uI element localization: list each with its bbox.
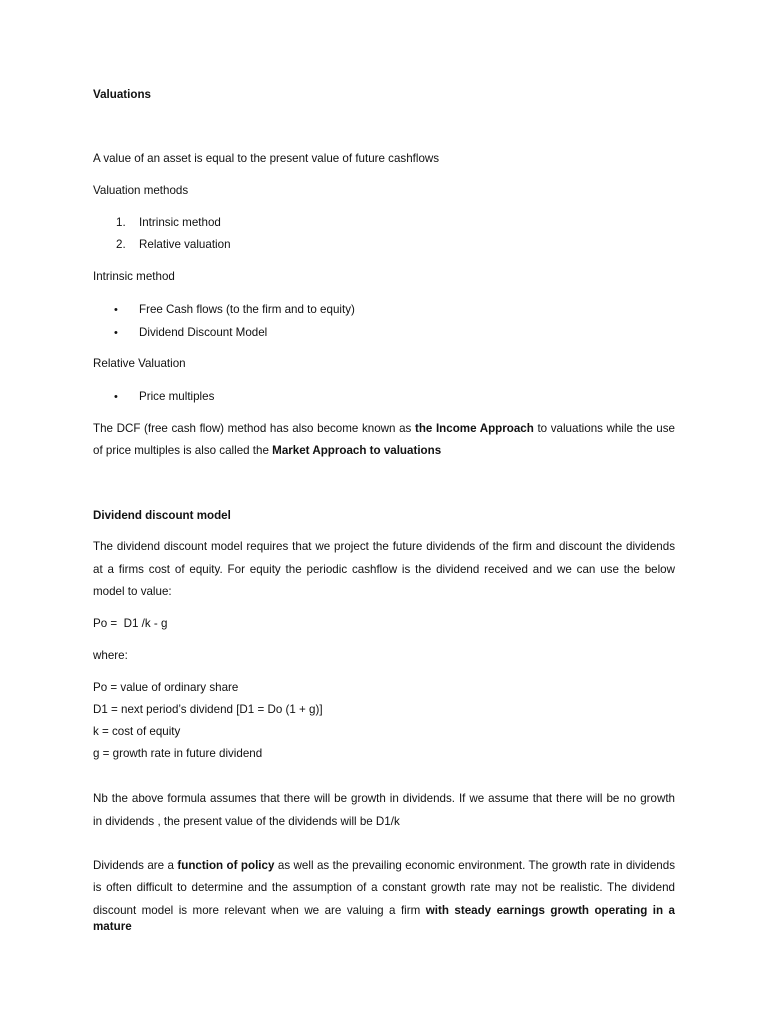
list-item: Intrinsic method	[139, 216, 221, 229]
list-item: Relative valuation	[139, 238, 231, 251]
bullet-icon: •	[114, 304, 118, 316]
bullet-icon: •	[114, 327, 118, 339]
text-run: to valuations while the use	[533, 422, 675, 435]
ddm-formula: Po = D1 /k - g	[93, 617, 168, 630]
definition-line: Po = value of ordinary share	[93, 681, 239, 694]
list-item: Free Cash flows (to the firm and to equity)	[139, 303, 355, 316]
intrinsic-method-heading: Intrinsic method	[93, 270, 175, 283]
policy-paragraph-line	[93, 858, 675, 874]
function-of-policy-term: function of policy	[177, 859, 275, 872]
nb-paragraph-line: in dividends , the present value of the dividends will be D1/k	[93, 815, 400, 828]
ddm-heading: Dividend discount model	[93, 509, 231, 522]
policy-paragraph-line	[93, 903, 675, 935]
dcf-paragraph-line	[93, 443, 441, 459]
text-run: discount model is more relevant when we are valuing a firm	[93, 904, 426, 917]
text-run: Dividends are a	[93, 859, 178, 872]
market-approach-term: Market Approach to valuations	[272, 444, 442, 457]
definition-line: D1 = next period’s dividend [D1 = Do (1 + g)]	[93, 703, 323, 716]
ddm-paragraph-line: The dividend discount model requires that we project the future dividends of the firm and discount the dividends	[93, 540, 675, 553]
dcf-paragraph-line	[93, 421, 675, 437]
definition-line: k = cost of equity	[93, 725, 181, 738]
steady-earnings-term: with steady earnings growth operating in a mature	[93, 904, 675, 933]
policy-paragraph-line: is often difficult to determine and the assumption of a constant growth rate may not be realistic. The dividend	[93, 881, 675, 894]
where-label: where:	[93, 649, 128, 662]
definition-line: g = growth rate in future dividend	[93, 747, 263, 760]
intro-text: A value of an asset is equal to the present value of future cashflows	[93, 152, 440, 165]
relative-valuation-heading: Relative Valuation	[93, 357, 186, 370]
income-approach-term: the Income Approach	[414, 422, 534, 435]
list-number: 1.	[116, 216, 126, 229]
ddm-paragraph-line: model to value:	[93, 585, 172, 598]
list-item: Price multiples	[139, 390, 215, 403]
document-title: Valuations	[93, 88, 151, 101]
text-run: as well as the prevailing economic environment. The growth rate in dividends	[274, 859, 675, 872]
nb-paragraph-line: Nb the above formula assumes that there will be growth in dividends. If we assume that there will be no growth	[93, 792, 675, 805]
bullet-icon: •	[114, 391, 118, 403]
list-item: Dividend Discount Model	[139, 326, 268, 339]
list-number: 2.	[116, 238, 126, 251]
ddm-paragraph-line: at a firms cost of equity. For equity the periodic cashflow is the dividend received and we can use the below	[93, 563, 675, 576]
text-run: The DCF (free cash flow) method has also become known as	[93, 422, 415, 435]
valuation-methods-heading: Valuation methods	[93, 184, 189, 197]
text-run: of price multiples is also called the	[93, 444, 273, 457]
